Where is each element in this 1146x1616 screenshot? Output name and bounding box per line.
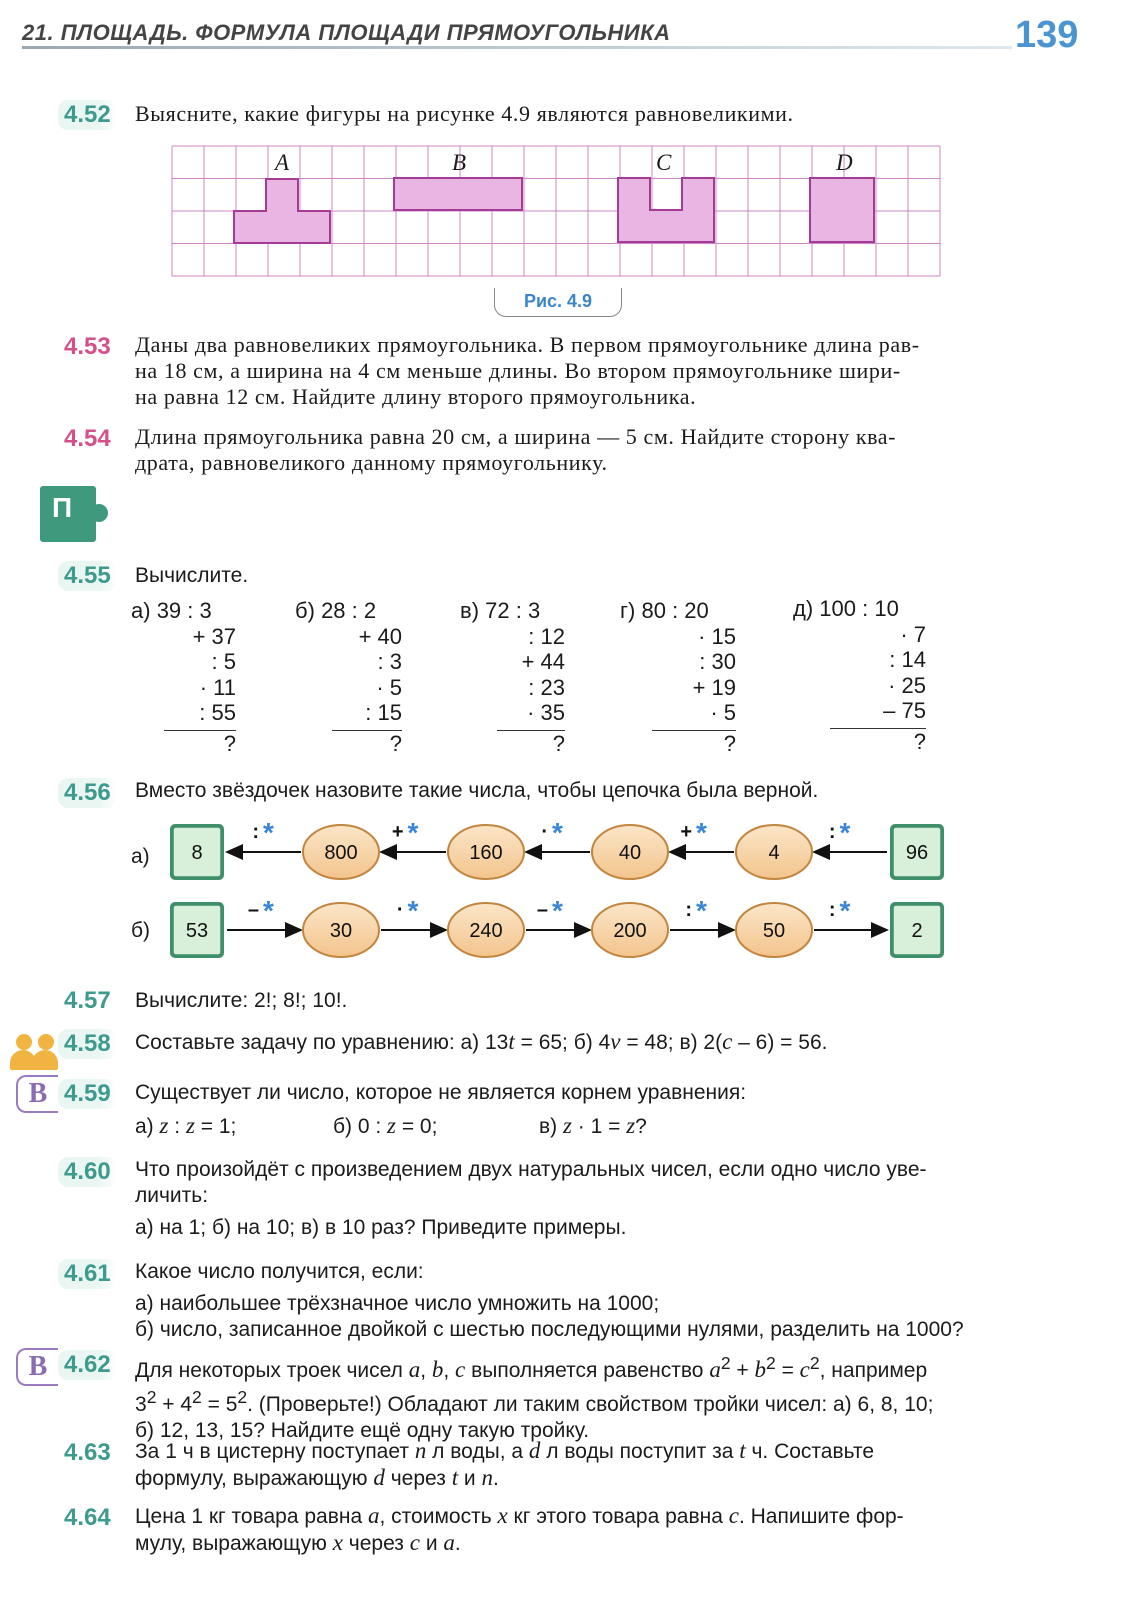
- chain-a-value: 160: [469, 842, 503, 864]
- problem-text: Существует ли число, которое не является корнем уравнения:: [135, 1081, 747, 1104]
- chain-b-value: 53: [185, 920, 209, 942]
- chain-b-operator: ·: [396, 899, 404, 921]
- star-icon: *: [696, 895, 707, 926]
- figure-label-d: D: [836, 150, 853, 175]
- problem-text: Что произойдёт с произведением двух натуральных чисел, если одно число уве- личить: а) на 1; б) на 10; в) в 10 раз? Приведите примеры.: [135, 1158, 927, 1239]
- problem-text: Цена 1 кг товара равна a, стоимость x кг этого товара равна c. Напишите фор- мулу, выражающую x через c и a.: [135, 1503, 904, 1555]
- chain-b-operator: :: [828, 899, 836, 921]
- star-icon: *: [263, 817, 274, 848]
- problem-number: 4.54: [64, 425, 111, 452]
- shape-c: [618, 178, 714, 242]
- chain-b-operator: –: [536, 899, 548, 921]
- problem-number: 4.57: [64, 987, 111, 1014]
- shape-b: [394, 178, 522, 210]
- chain-a-operator: :: [252, 821, 259, 843]
- figure-label-b: B: [452, 150, 467, 175]
- calc-column-c-body: : 12 + 44 : 23 · 35 ?: [497, 598, 565, 756]
- problem-number: 4.53: [64, 333, 111, 360]
- chain-a-operator: :: [828, 821, 836, 843]
- problem-number: 4.58: [58, 1029, 117, 1059]
- chain-b-value: 50: [762, 920, 786, 942]
- problem-text: За 1 ч в цистерну поступает n л воды, а d л воды поступит за t ч. Составьте формулу, выражающую d через t и n.: [135, 1438, 875, 1490]
- star-icon: *: [407, 895, 419, 926]
- problem-number: 4.63: [64, 1439, 111, 1466]
- chain-b-label: б): [131, 919, 151, 942]
- problem-number: 4.59: [58, 1079, 117, 1109]
- star-icon: *: [552, 895, 563, 926]
- chain-a-value: 40: [618, 842, 642, 864]
- shape-d: [810, 178, 874, 242]
- chain-b-value: 200: [613, 920, 647, 942]
- star-icon: *: [839, 817, 851, 848]
- star-icon: *: [552, 817, 563, 848]
- calc-column-d-body: · 15 : 30 + 19 · 5 ?: [652, 598, 736, 756]
- calc-column-a-body: + 37 : 5 · 11 : 55 ?: [164, 598, 236, 756]
- chain-b-value: 2: [911, 920, 923, 942]
- problem-number: 4.52: [58, 100, 117, 130]
- chain-a-operator: +: [391, 821, 404, 843]
- problem-number: 4.55: [58, 561, 117, 591]
- problem-text: Длина прямоугольника равна 20 см, а ширина — 5 см. Найдите сторону ква- драта, равновеликого данному прямоугольнику.: [135, 424, 897, 475]
- problem-number: 4.60: [58, 1157, 117, 1187]
- problem-number: 4.64: [64, 1504, 111, 1531]
- problem-text: Выясните, какие фигуры на рисунке 4.9 являются равновеликими.: [135, 101, 794, 126]
- problem-text: Вычислите.: [135, 564, 249, 587]
- star-icon: *: [696, 817, 707, 848]
- group-work-icon: [10, 1034, 62, 1074]
- star-icon: *: [839, 895, 851, 926]
- star-icon: *: [263, 895, 274, 926]
- star-icon: *: [407, 817, 419, 848]
- chain-a-value: 4: [768, 842, 780, 864]
- chain-a-operator: +: [680, 821, 692, 843]
- puzzle-icon: П: [40, 486, 96, 542]
- chain-a-value: 8: [191, 842, 203, 864]
- level-badge: В: [16, 1348, 58, 1386]
- chain-a-label: а): [131, 845, 150, 868]
- calc-column-a: а) 39 : 3: [131, 598, 212, 623]
- figure-caption: Рис. 4.9: [494, 288, 622, 317]
- chain-a-value: 800: [324, 842, 358, 864]
- chain-a-operator: ·: [541, 821, 548, 843]
- problem-text: Вместо звёздочек назовите такие числа, чтобы цепочка была верной.: [135, 779, 819, 802]
- number-chains: [120, 815, 960, 965]
- header-rule: [22, 46, 1012, 49]
- chain-b-operator: :: [685, 899, 692, 921]
- figure-label-a: A: [275, 150, 290, 175]
- problem-text: Какое число получится, если: а) наибольшее трёхзначное число умножить на 1000; б) число, записанное двойкой с шестью последующими нулями, разделить на 1000?: [135, 1260, 964, 1341]
- calc-column-c: в) 72 : 3: [460, 598, 541, 623]
- problem-text: Составьте задачу по уравнению: а) 13t = 65; б) 4v = 48; в) 2(c – 6) = 56.: [135, 1029, 828, 1054]
- problem-parts: а) z : z = 1; б) 0 : z = 0; в) z · 1 = z?: [135, 1113, 647, 1138]
- problem-text: Для некоторых троек чисел a, b, c выполняется равенство $a^2 + b^2 = c^2$, например $3^2 + 4^2 = 5^2$. (Проверьте!) Обладают ли таким свойством тройки чисел: а) 6, 8, 10; б) 12, 13, 15? Найдите ещё одну такую тройку.: [135, 1353, 934, 1442]
- chain-b-value: 30: [329, 920, 353, 942]
- chain-a-value: 96: [905, 842, 929, 864]
- problem-number: 4.61: [58, 1259, 117, 1289]
- problem-number: 4.62: [58, 1350, 117, 1380]
- calc-column-b: б) 28 : 2: [295, 598, 377, 623]
- problem-number: 4.56: [58, 778, 117, 808]
- shape-a: [234, 179, 330, 243]
- running-header: 21. ПЛОЩАДЬ. ФОРМУЛА ПЛОЩАДИ ПРЯМОУГОЛЬНИКА: [22, 20, 671, 45]
- chain-b-operator: –: [247, 899, 259, 921]
- calc-column-e-body: · 7 : 14 · 25 – 75 ?: [830, 596, 926, 754]
- calc-column-d: г) 80 : 20: [620, 598, 709, 623]
- problem-text: Вычислите: 2!; 8!; 10!.: [135, 989, 348, 1012]
- figure-label-c: C: [656, 150, 672, 175]
- level-badge: В: [16, 1075, 58, 1113]
- page-number: 139: [1015, 14, 1079, 56]
- problem-text: Даны два равновеликих прямоугольника. В первом прямоугольнике длина рав- на 18 см, а ширина на 4 см меньше длины. Во втором прямоугольнике шири- на равна 12 см. Найдите длину второго прямоугольника.: [135, 332, 920, 409]
- chain-b-value: 240: [469, 920, 503, 942]
- calc-column-b-body: + 40 : 3 · 5 : 15 ?: [332, 598, 402, 756]
- calc-column-e: д) 100 : 10: [793, 596, 899, 621]
